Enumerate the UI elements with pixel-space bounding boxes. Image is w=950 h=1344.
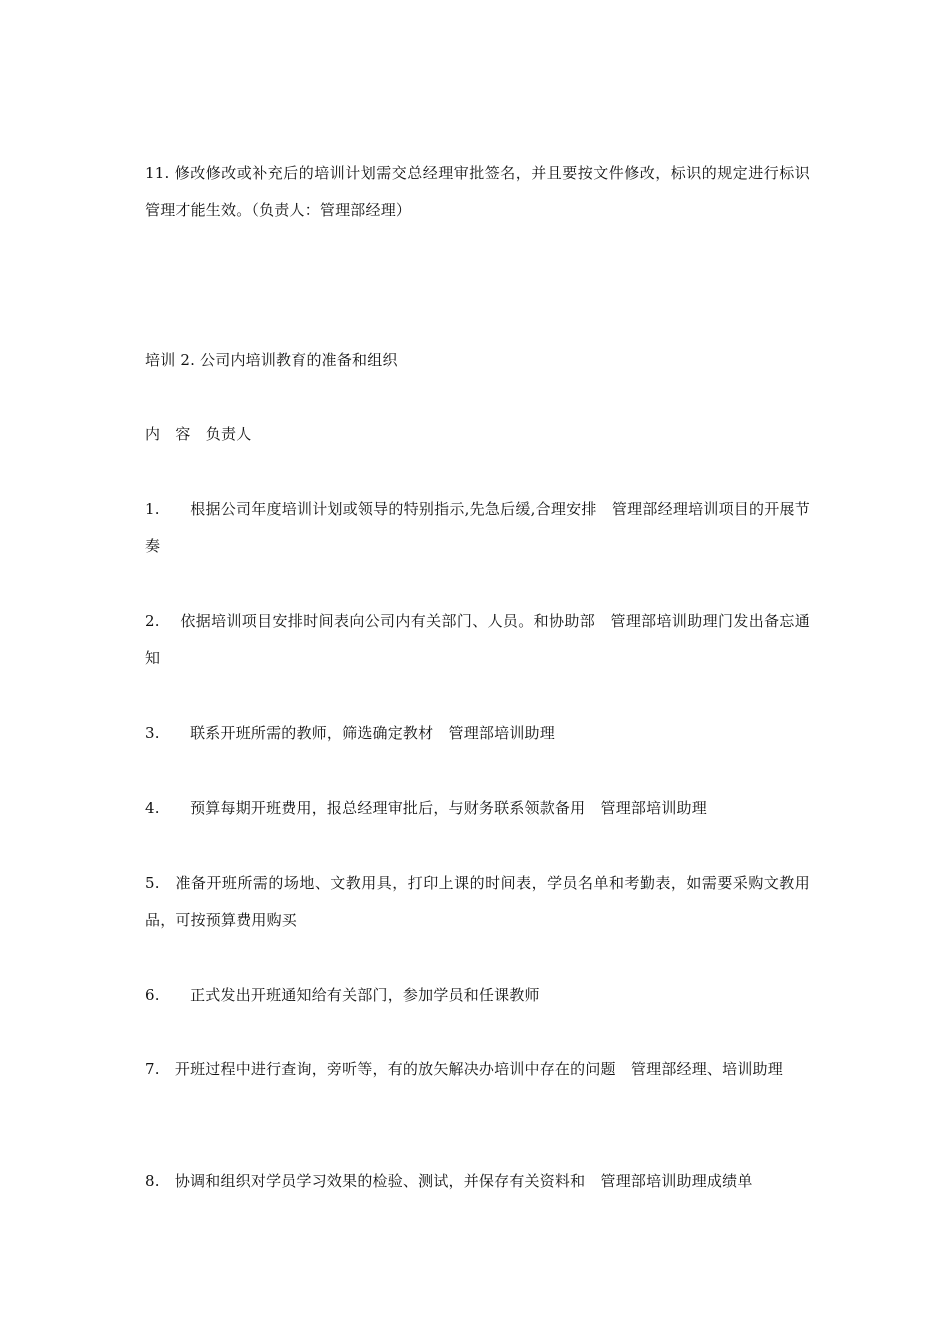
list-item-2: 2. 依据培训项目安排时间表向公司内有关部门、人员。和协助部 管理部培训助理门发出备忘通知 (145, 612, 810, 667)
section-title: 培训 2. 公司内培训教育的准备和组织 (145, 351, 398, 369)
list-item-6: 6. 正式发出开班通知给有关部门，参加学员和任课教师 (145, 986, 540, 1004)
table-header: 内 容 负责人 (145, 425, 252, 443)
list-item-8: 8. 协调和组织对学员学习效果的检验、测试，并保存有关资料和 管理部培训助理成绩单 (145, 1172, 753, 1190)
paragraph-item-11: 11. 修改修改或补充后的培训计划需交总经理审批签名，并且要按文件修改，标识的规定进行标识管理才能生效。（负责人：管理部经理） (145, 164, 810, 219)
list-item-5: 5. 准备开班所需的场地、文教用具，打印上课的时间表，学员名单和考勤表，如需要采购文教用品，可按预算费用购买 (145, 874, 810, 929)
list-item-4: 4. 预算每期开班费用，报总经理审批后，与财务联系领款备用 管理部培训助理 (145, 799, 707, 817)
list-item-7: 7. 开班过程中进行查询，旁听等，有的放矢解决办培训中存在的问题 管理部经理、培训助理 (145, 1060, 783, 1078)
list-item-1: 1. 根据公司年度培训计划或领导的特别指示,先急后缓,合理安排 管理部经理培训项目的开展节奏 (145, 500, 810, 555)
list-item-3: 3. 联系开班所需的教师，筛选确定教材 管理部培训助理 (145, 724, 555, 742)
